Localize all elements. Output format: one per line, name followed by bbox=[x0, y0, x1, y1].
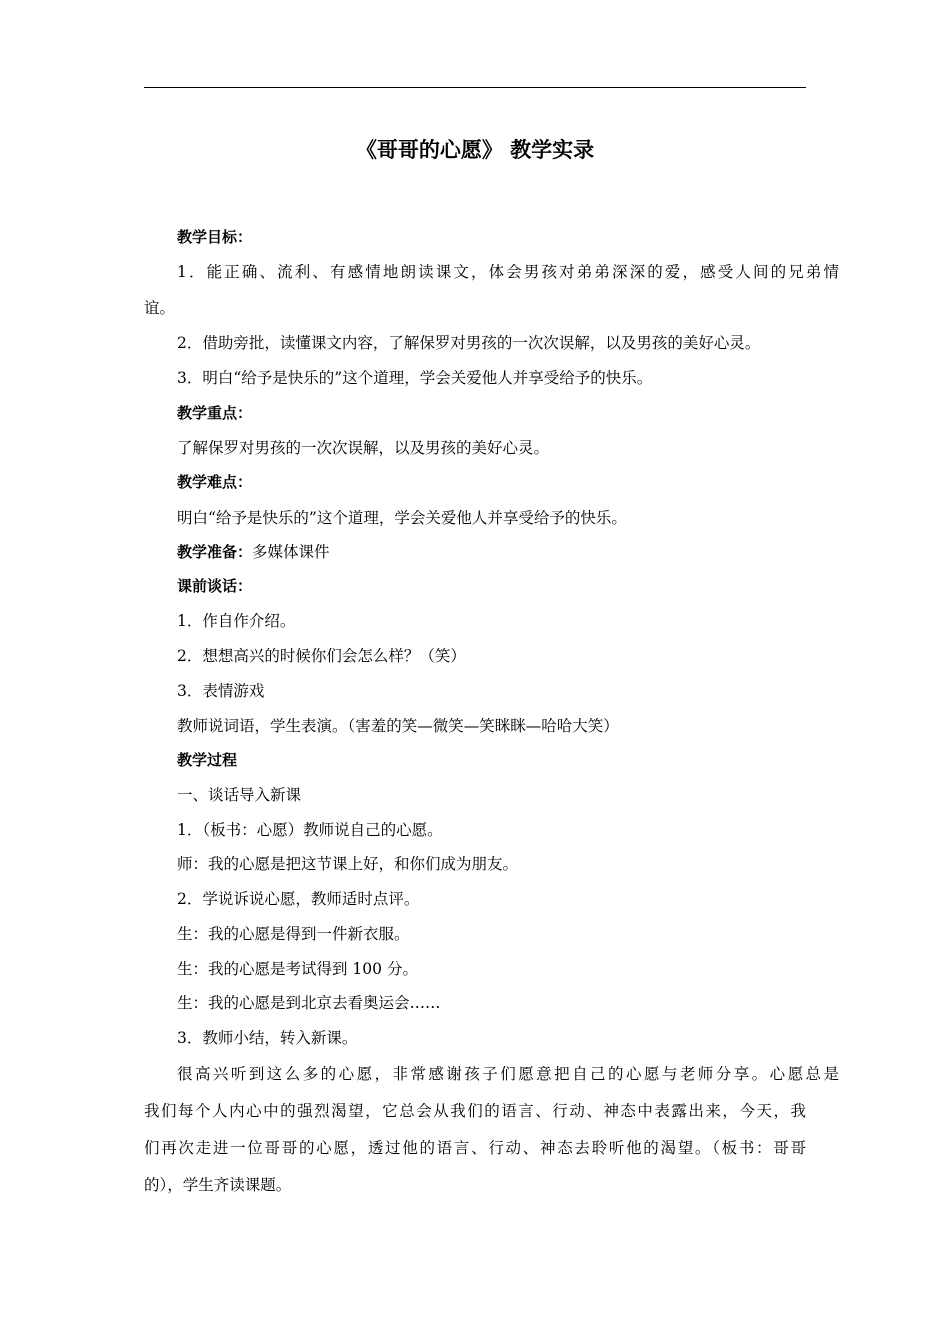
preparation-line bbox=[144, 540, 839, 562]
preparation-heading: 教学准备： bbox=[177, 543, 253, 561]
summary-paragraph-line-1: 很高兴听到这么多的心愿，非常感谢孩子们愿意把自己的心愿与老师分享。心愿总是 bbox=[177, 1065, 839, 1083]
goal-item-1-line-2: 谊。 bbox=[144, 299, 176, 317]
process-section-1: 一、谈话导入新课 bbox=[177, 786, 302, 804]
goal-item-3: 3．明白“给予是快乐的”这个道理，学会关爱他人并享受给予的快乐。 bbox=[177, 369, 653, 387]
pre-talk-heading: 课前谈话： bbox=[177, 577, 253, 595]
summary-paragraph-line-3: 们再次走进一位哥哥的心愿，透过他的语言、行动、神态去聆听他的渴望。（板书：哥哥 bbox=[144, 1139, 806, 1157]
student-line-2: 生：我的心愿是考试得到 100 分。 bbox=[177, 960, 418, 978]
summary-paragraph-line-2: 我们每个人内心中的强烈渴望，它总会从我们的语言、行动、神态中表露出来，今天，我 bbox=[144, 1102, 806, 1120]
process-step-3: 3．教师小结，转入新课。 bbox=[177, 1029, 358, 1047]
summary-paragraph-line-4: 的），学生齐读课题。 bbox=[144, 1176, 292, 1194]
pre-talk-item-2: 2．想想高兴的时候你们会怎么样？（笑） bbox=[177, 647, 466, 665]
key-point-heading: 教学重点： bbox=[177, 404, 253, 422]
process-step-1: 1．（板书：心愿）教师说自己的心愿。 bbox=[177, 821, 443, 839]
preparation-text: 多媒体课件 bbox=[252, 543, 330, 561]
pre-talk-note: 教师说词语，学生表演。（害羞的笑—微笑—笑眯眯—哈哈大笑） bbox=[177, 717, 619, 735]
pre-talk-item-1: 1．作自作介绍。 bbox=[177, 612, 296, 630]
goal-item-2: 2．借助旁批，读懂课文内容，了解保罗对男孩的一次次误解，以及男孩的美好心灵。 bbox=[177, 334, 761, 352]
student-line-3: 生：我的心愿是到北京去看奥运会…… bbox=[177, 994, 441, 1012]
header-rule bbox=[144, 87, 806, 88]
goal-item-1-line-1: 1．能正确、流利、有感情地朗读课文，体会男孩对弟弟深深的爱，感受人间的兄弟情 bbox=[177, 263, 839, 281]
key-point-text: 了解保罗对男孩的一次次误解，以及男孩的美好心灵。 bbox=[177, 439, 550, 457]
document-title: 《哥哥的心愿》 教学实录 bbox=[355, 138, 595, 162]
goals-heading: 教学目标： bbox=[177, 228, 253, 246]
pre-talk-item-3: 3．表情游戏 bbox=[177, 682, 265, 700]
teacher-line-1: 师：我的心愿是把这节课上好，和你们成为朋友。 bbox=[177, 855, 519, 873]
process-step-2: 2．学说诉说心愿，教师适时点评。 bbox=[177, 890, 420, 908]
process-heading: 教学过程 bbox=[177, 751, 238, 769]
difficulty-heading: 教学难点： bbox=[177, 473, 253, 491]
difficulty-text: 明白“给予是快乐的”这个道理，学会关爱他人并享受给予的快乐。 bbox=[177, 509, 627, 527]
student-line-1: 生：我的心愿是得到一件新衣服。 bbox=[177, 925, 410, 943]
